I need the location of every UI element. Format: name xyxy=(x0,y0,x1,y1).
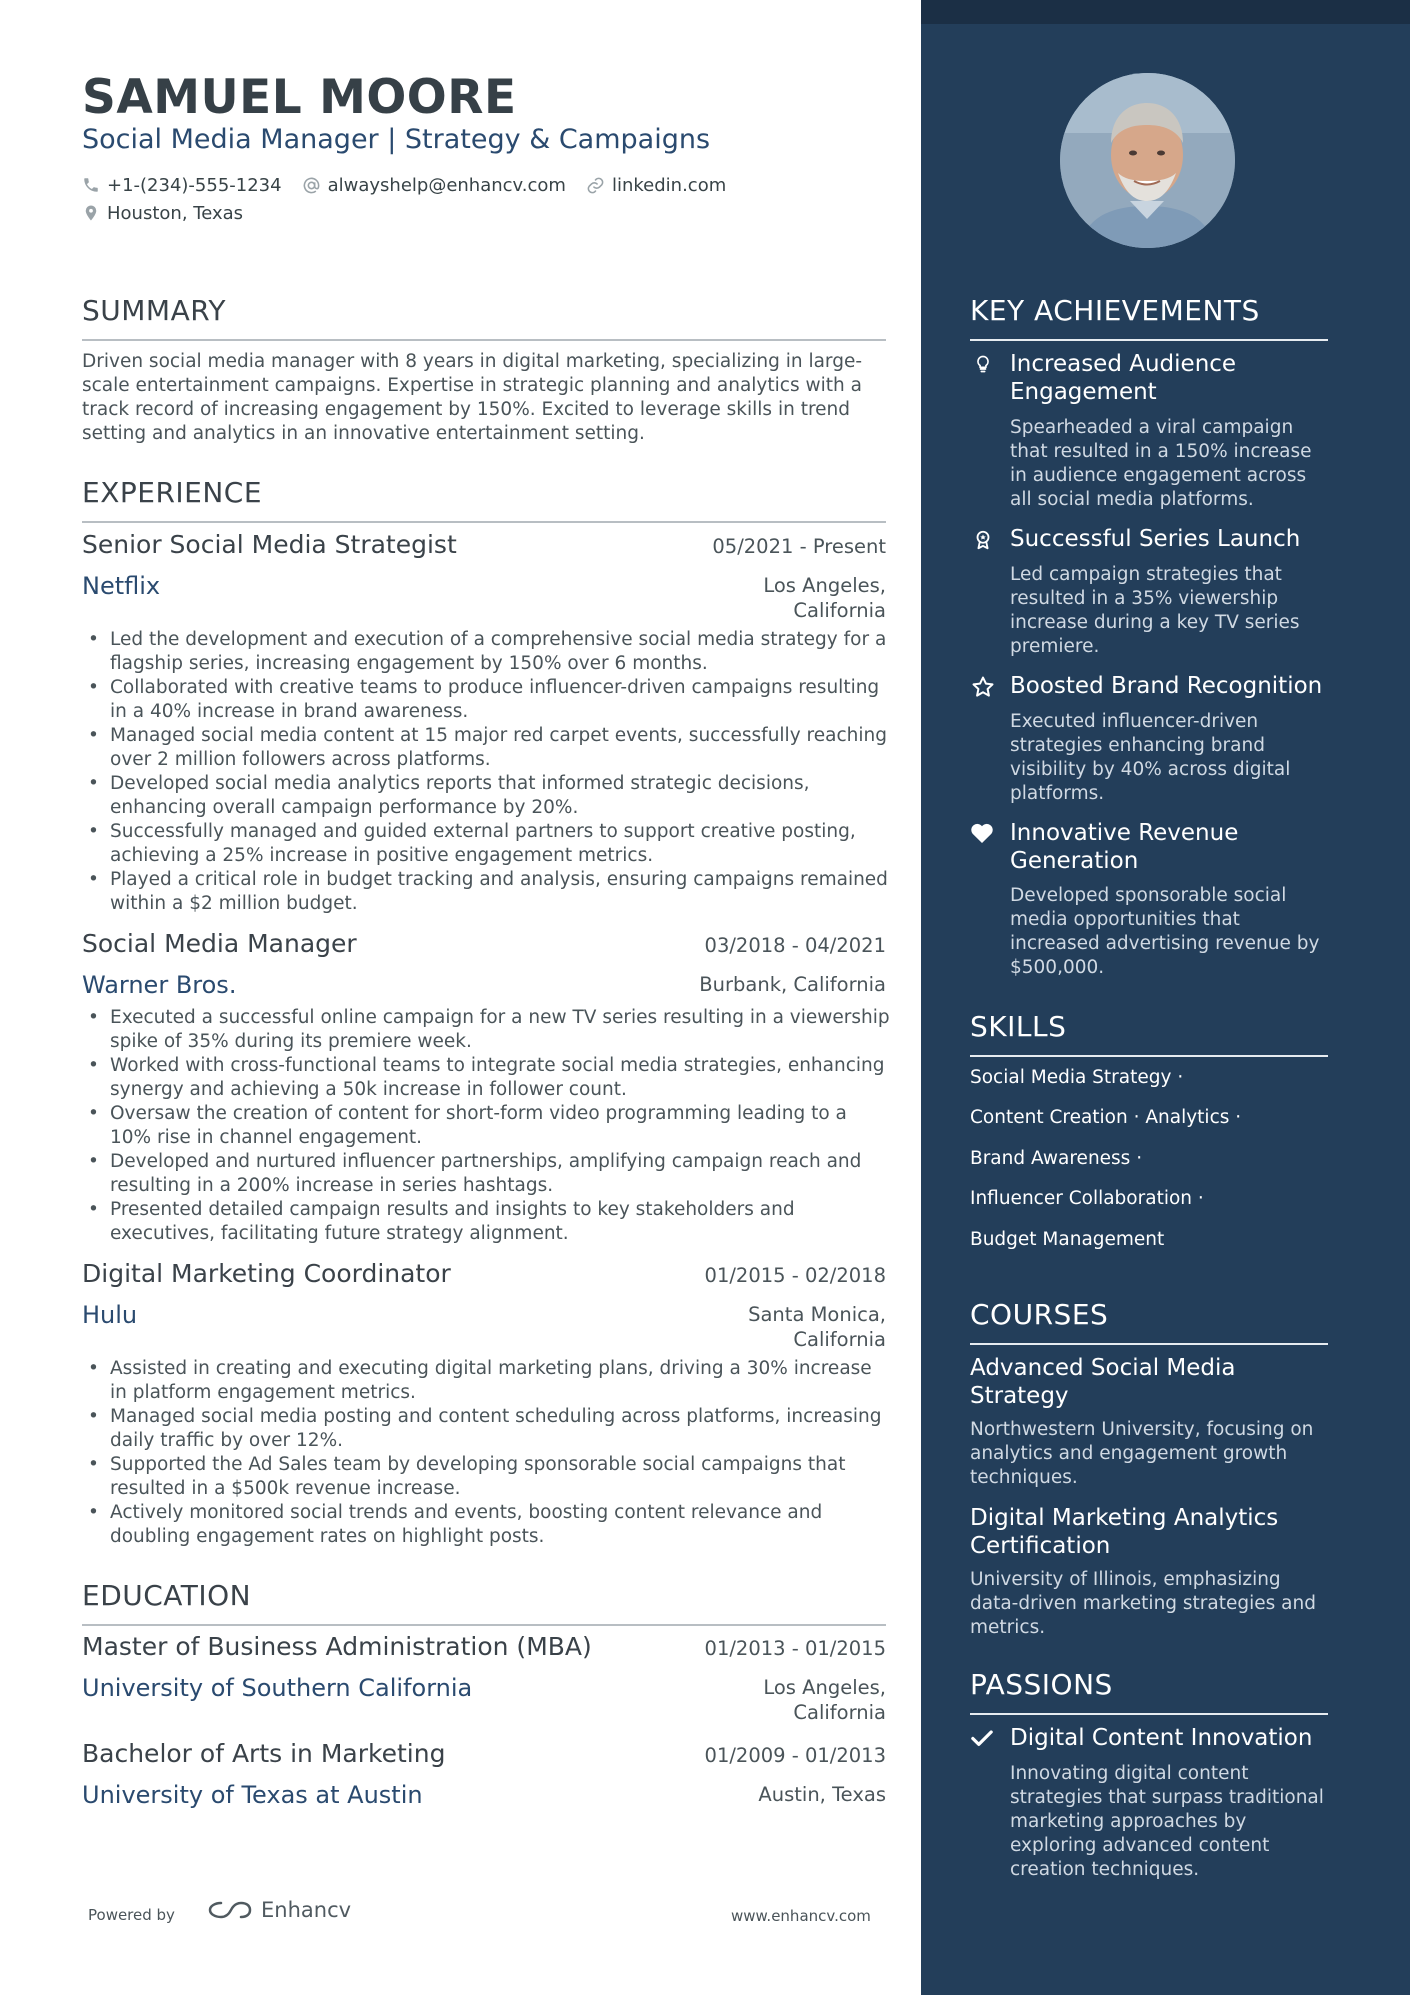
job-location-line: Los Angeles, xyxy=(763,574,886,597)
email-text: alwayshelp@enhancv.com xyxy=(327,174,566,196)
experience-divider xyxy=(82,521,886,523)
education-location-line: California xyxy=(793,1701,886,1724)
education-divider xyxy=(82,1624,886,1626)
achievement-title xyxy=(1010,350,1236,406)
job-location xyxy=(699,972,886,997)
enhancv-logo[interactable] xyxy=(207,1898,351,1922)
achievement-title xyxy=(1010,672,1322,700)
passions-divider xyxy=(970,1713,1328,1715)
education-dates: 01/2013 - 01/2015 xyxy=(704,1637,886,1660)
list-item: • Developed and nurtured influencer partnerships, amplifying campaign reach and resulting in a 200% increase in series hashtags. xyxy=(82,1150,892,1198)
contact-info xyxy=(82,172,746,228)
achievement-description: Executed influencer-driven strategies enhancing brand visibility by 40% across digital platforms. xyxy=(1010,711,1291,804)
footer-url[interactable]: www.enhancv.com xyxy=(731,1907,871,1925)
linkedin-contact[interactable] xyxy=(586,175,726,196)
course-title xyxy=(970,1354,1236,1410)
skill-item: Content Creation · Analytics · xyxy=(970,1107,1242,1128)
list-item: • Presented detailed campaign results and insights to key stakeholders and executives, facilitating future strategy alignment. xyxy=(82,1198,892,1246)
phone-text: +1-(234)-555-1234 xyxy=(107,174,282,196)
course-title xyxy=(970,1504,1278,1560)
list-item: • Led the development and execution of a comprehensive social media strategy for a flagship series, increasing engagement by 150% over 6 months. xyxy=(82,628,892,676)
job-location-line: Santa Monica, xyxy=(748,1303,886,1326)
job-location-line: California xyxy=(793,1328,886,1351)
education-heading: EDUCATION xyxy=(82,1579,252,1612)
job-bullets xyxy=(82,1006,892,1246)
job-dates: 05/2021 - Present xyxy=(712,535,886,558)
candidate-title: Social Media Manager | Strategy & Campaigns xyxy=(82,124,711,155)
skill-item: Influencer Collaboration · xyxy=(970,1188,1204,1209)
phone-contact[interactable] xyxy=(82,175,282,196)
list-item: • Worked with cross-functional teams to integrate social media strategies, enhancing synergy and achieving a 50k increase in follower count. xyxy=(82,1054,892,1102)
achievement-title-line: Innovative Revenue xyxy=(1010,820,1239,846)
job-company: Warner Bros. xyxy=(82,971,237,999)
list-item: • Played a critical role in budget tracking and analysis, ensuring campaigns remained within a $2 million budget. xyxy=(82,868,892,916)
list-item: • Managed social media content at 15 major red carpet events, successfully reaching over 2 million followers across platforms. xyxy=(82,724,892,772)
education-location-line: Los Angeles, xyxy=(763,1676,886,1699)
list-item: • Successfully managed and guided external partners to support creative posting, achieving a 25% increase in positive engagement metrics. xyxy=(82,820,892,868)
skill-item: Budget Management xyxy=(970,1229,1165,1250)
list-item: • Executed a successful online campaign for a new TV series resulting in a viewership spike of 35% during its premiere week. xyxy=(82,1006,892,1054)
job-location xyxy=(748,1302,886,1352)
education-school: University of Southern California xyxy=(82,1674,473,1702)
summary-heading: SUMMARY xyxy=(82,294,227,327)
location-text: Houston, Texas xyxy=(107,202,244,224)
achievement-description: Led campaign strategies that resulted in a 35% viewership increase during a key TV series premiere. xyxy=(1010,564,1300,657)
enhancv-logo-text: Enhancv xyxy=(261,1898,352,1922)
achievement-title xyxy=(1010,819,1238,875)
course-description: University of Illinois, emphasizing data-driven marketing strategies and metrics. xyxy=(970,1569,1316,1638)
job-bullets xyxy=(82,1357,892,1549)
achievement-title-line: Increased Audience xyxy=(1010,351,1237,377)
skills-heading: SKILLS xyxy=(970,1010,1067,1043)
summary-divider xyxy=(82,339,886,341)
education-dates: 01/2009 - 01/2013 xyxy=(704,1744,886,1767)
skill-item: Social Media Strategy · xyxy=(970,1067,1184,1088)
email-contact[interactable] xyxy=(302,175,566,196)
achievement-title xyxy=(1010,525,1300,553)
list-item: • Actively monitored social trends and events, boosting content relevance and doubling engagement rates on highlight posts. xyxy=(82,1501,892,1549)
job-dates: 01/2015 - 02/2018 xyxy=(704,1264,886,1287)
achievement-title-line: Generation xyxy=(1010,848,1139,874)
job-title: Digital Marketing Coordinator xyxy=(82,1259,451,1288)
avatar xyxy=(1060,73,1235,248)
achievement-description: Developed sponsorable social media opportunities that increased advertising revenue by $500,000. xyxy=(1010,885,1320,978)
candidate-name: SAMUEL MOORE xyxy=(82,70,517,125)
courses-divider xyxy=(970,1343,1328,1345)
list-item: • Oversaw the creation of content for short-form video programming leading to a 10% rise in channel engagement. xyxy=(82,1102,892,1150)
list-item: • Developed social media analytics reports that informed strategic decisions, enhancing overall campaign performance by 20%. xyxy=(82,772,892,820)
phone-icon xyxy=(82,176,100,194)
list-item: • Assisted in creating and executing digital marketing plans, driving a 30% increase in platform engagement metrics. xyxy=(82,1357,892,1405)
list-item: • Collaborated with creative teams to produce influencer-driven campaigns resulting in a 40% increase in brand awareness. xyxy=(82,676,892,724)
education-location xyxy=(758,1782,886,1807)
achievement-title-line: Boosted Brand Recognition xyxy=(1010,673,1323,699)
job-bullets xyxy=(82,628,892,916)
skills-divider xyxy=(970,1055,1328,1057)
powered-by-label: Powered by xyxy=(88,1906,175,1924)
at-icon xyxy=(302,176,321,195)
passion-description: Innovating digital content strategies that surpass traditional marketing approaches by exploring advanced content creation techniques. xyxy=(1010,1763,1324,1880)
job-title: Social Media Manager xyxy=(82,929,357,958)
course-description: Northwestern University, focusing on analytics and engagement growth techniques. xyxy=(970,1419,1314,1488)
passion-title: Digital Content Innovation xyxy=(1010,1725,1313,1751)
summary-text: Driven social media manager with 8 years in digital marketing, specializing in large-scale entertainment campaigns. Expertise in strategic planning and analytics with a track record of increasing engagement by 150%. Excited to leverage skills in trend setting and analytics in an innovative entertainment setting. xyxy=(82,351,862,444)
list-item: • Supported the Ad Sales team by developing sponsorable social campaigns that resulted in a $500k revenue increase. xyxy=(82,1453,892,1501)
skill-item: Brand Awareness · xyxy=(970,1148,1143,1169)
map-pin-icon xyxy=(82,203,100,223)
achievement-description: Spearheaded a viral campaign that resulted in a 150% increase in audience engagement across all social media platforms. xyxy=(1010,417,1312,510)
link-icon xyxy=(586,176,605,195)
job-location-line: California xyxy=(793,599,886,622)
course-title-line: Digital Marketing Analytics xyxy=(970,1505,1279,1531)
achievement-title-line: Engagement xyxy=(1010,379,1157,405)
heart-icon xyxy=(970,822,994,844)
list-item: • Managed social media posting and content scheduling across platforms, increasing daily traffic by over 12%. xyxy=(82,1405,892,1453)
location-contact xyxy=(82,203,243,224)
achievements-divider xyxy=(970,339,1328,341)
education-school: University of Texas at Austin xyxy=(82,1781,423,1809)
checkmark-icon xyxy=(971,1728,993,1748)
education-location xyxy=(763,1675,886,1725)
courses-heading: COURSES xyxy=(970,1298,1109,1331)
job-location-line: Burbank, California xyxy=(699,973,886,996)
achievements-heading: KEY ACHIEVEMENTS xyxy=(970,294,1260,327)
education-location-line: Austin, Texas xyxy=(758,1783,886,1806)
lightbulb-icon xyxy=(973,353,993,375)
achievement-title-line: Successful Series Launch xyxy=(1010,526,1301,552)
profile-photo xyxy=(1060,73,1235,248)
star-icon xyxy=(971,675,995,699)
education-degree: Master of Business Administration (MBA) xyxy=(82,1632,592,1661)
job-location xyxy=(763,573,886,623)
education-degree: Bachelor of Arts in Marketing xyxy=(82,1739,446,1768)
experience-heading: EXPERIENCE xyxy=(82,476,263,509)
passions-heading: PASSIONS xyxy=(970,1668,1113,1701)
job-company: Hulu xyxy=(82,1301,138,1329)
job-dates: 03/2018 - 04/2021 xyxy=(704,934,886,957)
course-title-line: Advanced Social Media xyxy=(970,1355,1236,1381)
job-company: Netflix xyxy=(82,572,161,600)
sidebar-top-band xyxy=(921,0,1410,24)
enhancv-logo-icon xyxy=(207,1899,253,1921)
linkedin-text: linkedin.com xyxy=(611,174,727,196)
job-title: Senior Social Media Strategist xyxy=(82,530,457,559)
award-icon xyxy=(972,528,994,552)
course-title-line: Strategy xyxy=(970,1383,1069,1409)
course-title-line: Certification xyxy=(970,1533,1111,1559)
